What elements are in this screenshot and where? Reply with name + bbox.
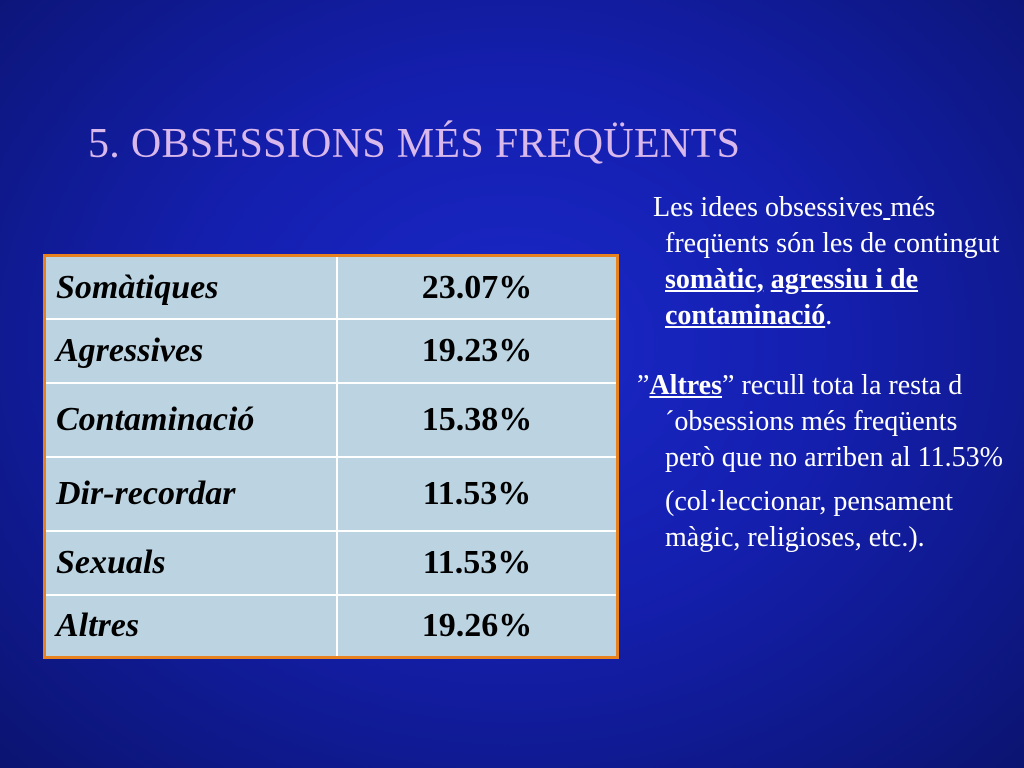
summary-text: Les idees obsessives bbox=[653, 192, 884, 223]
category-cell: Dir-recordar bbox=[45, 457, 338, 531]
percentage-cell: 15.38% bbox=[337, 383, 618, 457]
percentage-cell: 11.53% bbox=[337, 457, 618, 531]
table-row bbox=[45, 595, 618, 658]
slide-title: 5. OBSESSIONS MÉS FREQÜENTS bbox=[88, 121, 741, 167]
table-row bbox=[45, 319, 618, 383]
altres-text: ” recull tota la resta d´obsessions més freqüents però que no arriben al 11.53% bbox=[665, 370, 1003, 473]
quote-mark: ” bbox=[637, 370, 650, 401]
highlight-aggressive-contamination: agressiu i de contaminació bbox=[665, 264, 919, 331]
percentage-cell: 19.23% bbox=[337, 319, 618, 383]
summary-text: més freqüents són les de contingut bbox=[665, 192, 1000, 259]
table-row bbox=[45, 256, 618, 320]
category-cell: Sexuals bbox=[45, 531, 338, 595]
summary-end: . bbox=[825, 300, 833, 331]
category-cell: Agressives bbox=[45, 319, 338, 383]
table-row bbox=[45, 383, 618, 457]
percentage-cell: 11.53% bbox=[337, 531, 618, 595]
examples-paragraph: (col·leccionar, pensament màgic, religioses, etc.). bbox=[665, 486, 954, 553]
table-row bbox=[45, 531, 618, 595]
percentage-cell: 23.07% bbox=[337, 256, 618, 320]
highlight-somatic: somàtic, bbox=[665, 264, 764, 295]
side-text bbox=[637, 190, 1010, 556]
category-cell: Somàtiques bbox=[45, 256, 338, 320]
percentage-cell: 19.26% bbox=[337, 595, 618, 658]
altres-paragraph bbox=[637, 368, 1010, 476]
category-cell: Altres bbox=[45, 595, 338, 658]
obsessions-table bbox=[43, 254, 619, 659]
altres-term: Altres bbox=[649, 370, 723, 401]
table-row bbox=[45, 457, 618, 531]
summary-paragraph bbox=[645, 190, 1010, 334]
category-cell: Contaminació bbox=[45, 383, 338, 457]
